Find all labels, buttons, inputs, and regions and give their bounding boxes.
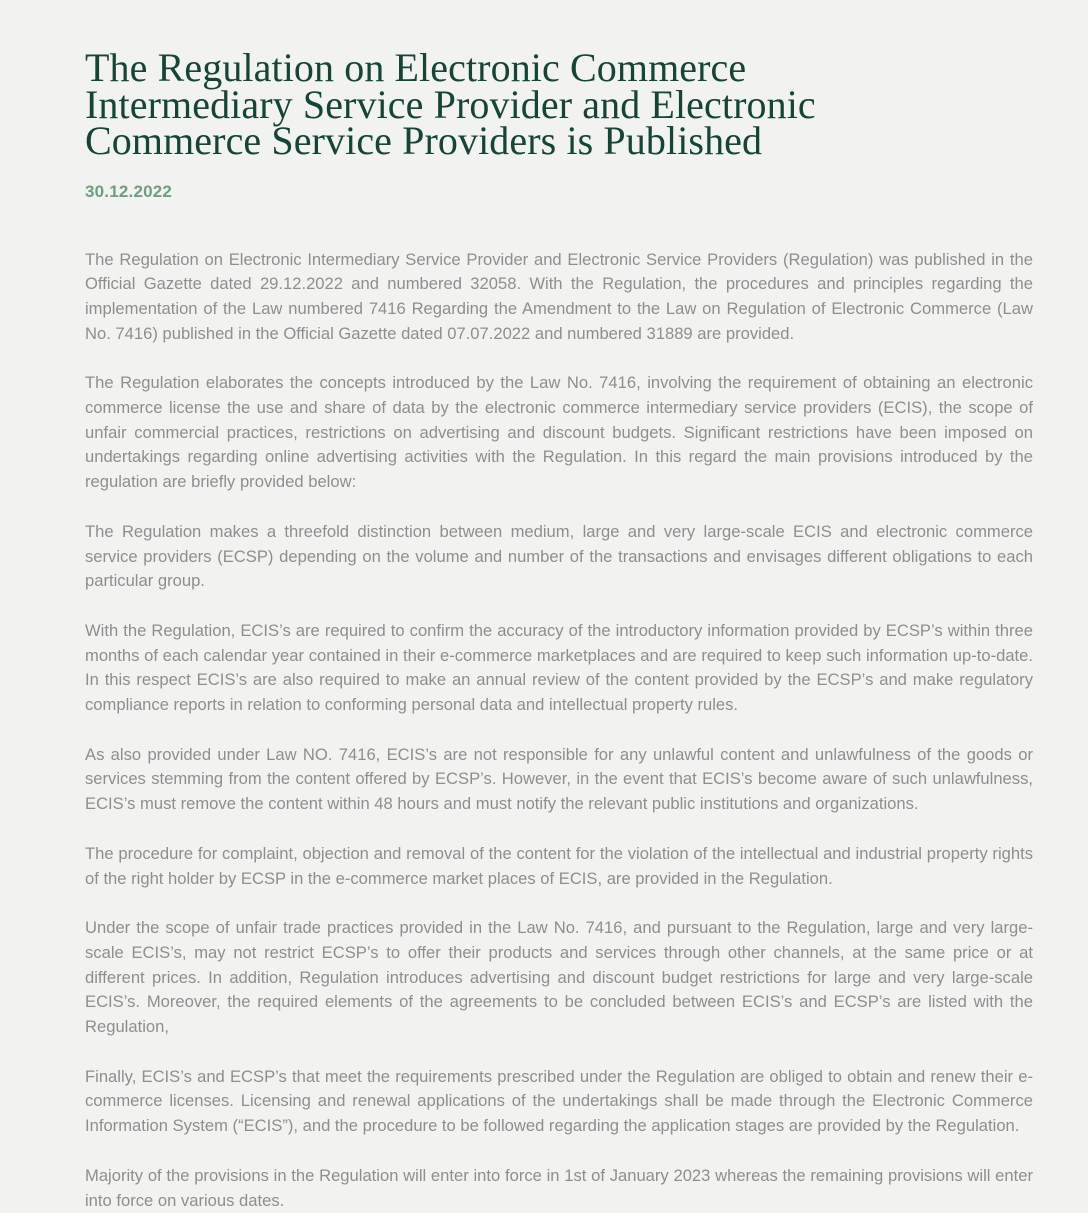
article-paragraph: The Regulation on Electronic Intermediary Service Provider and Electronic Service Providers (Regulation) was published in the Official Gazette dated 29.12.2022 and numbered 32058. With the Regulation, the procedures and principles regarding the implementation of the Law numbered 7416 Regarding the Amendment to the Law on Regulation of Electronic Commerce (Law No. 7416) published in the Official Gazette dated 07.07.2022 and numbered 31889 are provided. — [85, 248, 1033, 347]
publication-date: 30.12.2022 — [85, 182, 1031, 202]
article-paragraph: Under the scope of unfair trade practices provided in the Law No. 7416, and pursuant to the Regulation, large and very large-scale ECIS’s, may not restrict ECSP’s to offer their products and services through other channels, at the same price or at different prices. In addition, Regulation introduces advertising and discount budget restrictions for large and very large-scale ECIS’s. Moreover, the required elements of the agreements to be concluded between ECIS’s and ECSP’s are listed with the Regulation, — [85, 916, 1033, 1040]
article-body — [85, 248, 1033, 1213]
page-title: The Regulation on Electronic Commerce Intermediary Service Provider and Electronic Commerce Service Providers is Published — [85, 50, 915, 160]
article-paragraph: As also provided under Law NO. 7416, ECIS’s are not responsible for any unlawful content and unlawfulness of the goods or services stemming from the content offered by ECSP’s. However, in the event that ECIS’s become aware of such unlawfulness, ECIS’s must remove the content within 48 hours and must notify the relevant public institutions and organizations. — [85, 743, 1033, 817]
article-paragraph: The procedure for complaint, objection and removal of the content for the violation of the intellectual and industrial property rights of the right holder by ECSP in the e-commerce market places of ECIS, are provided in the Regulation. — [85, 842, 1033, 891]
article-paragraph: The Regulation elaborates the concepts introduced by the Law No. 7416, involving the requirement of obtaining an electronic commerce license the use and share of data by the electronic commerce intermediary service providers (ECIS), the scope of unfair commercial practices, restrictions on advertising and discount budgets. Significant restrictions have been imposed on undertakings regarding online advertising activities with the Regulation. In this regard the main provisions introduced by the regulation are briefly provided below: — [85, 371, 1033, 495]
article-paragraph: Majority of the provisions in the Regulation will enter into force in 1st of January 2023 whereas the remaining provisions will enter into force on various dates. — [85, 1164, 1033, 1213]
article-paragraph: The Regulation makes a threefold distinction between medium, large and very large-scale ECIS and electronic commerce service providers (ECSP) depending on the volume and number of the transactions and envisages different obligations to each particular group. — [85, 520, 1033, 594]
article-paragraph: With the Regulation, ECIS’s are required to confirm the accuracy of the introductory information provided by ECSP’s within three months of each calendar year contained in their e-commerce marketplaces and are required to keep such information up-to-date. In this respect ECIS’s are also required to make an annual review of the content provided by the ECSP’s and make regulatory compliance reports in relation to conforming personal data and intellectual property rules. — [85, 619, 1033, 718]
article-paragraph: Finally, ECIS’s and ECSP’s that meet the requirements prescribed under the Regulation are obliged to obtain and renew their e-commerce licenses. Licensing and renewal applications of the undertakings shall be made through the Electronic Commerce Information System (“ECIS”), and the procedure to be followed regarding the application stages are provided by the Regulation. — [85, 1065, 1033, 1139]
article-header — [85, 50, 1031, 202]
